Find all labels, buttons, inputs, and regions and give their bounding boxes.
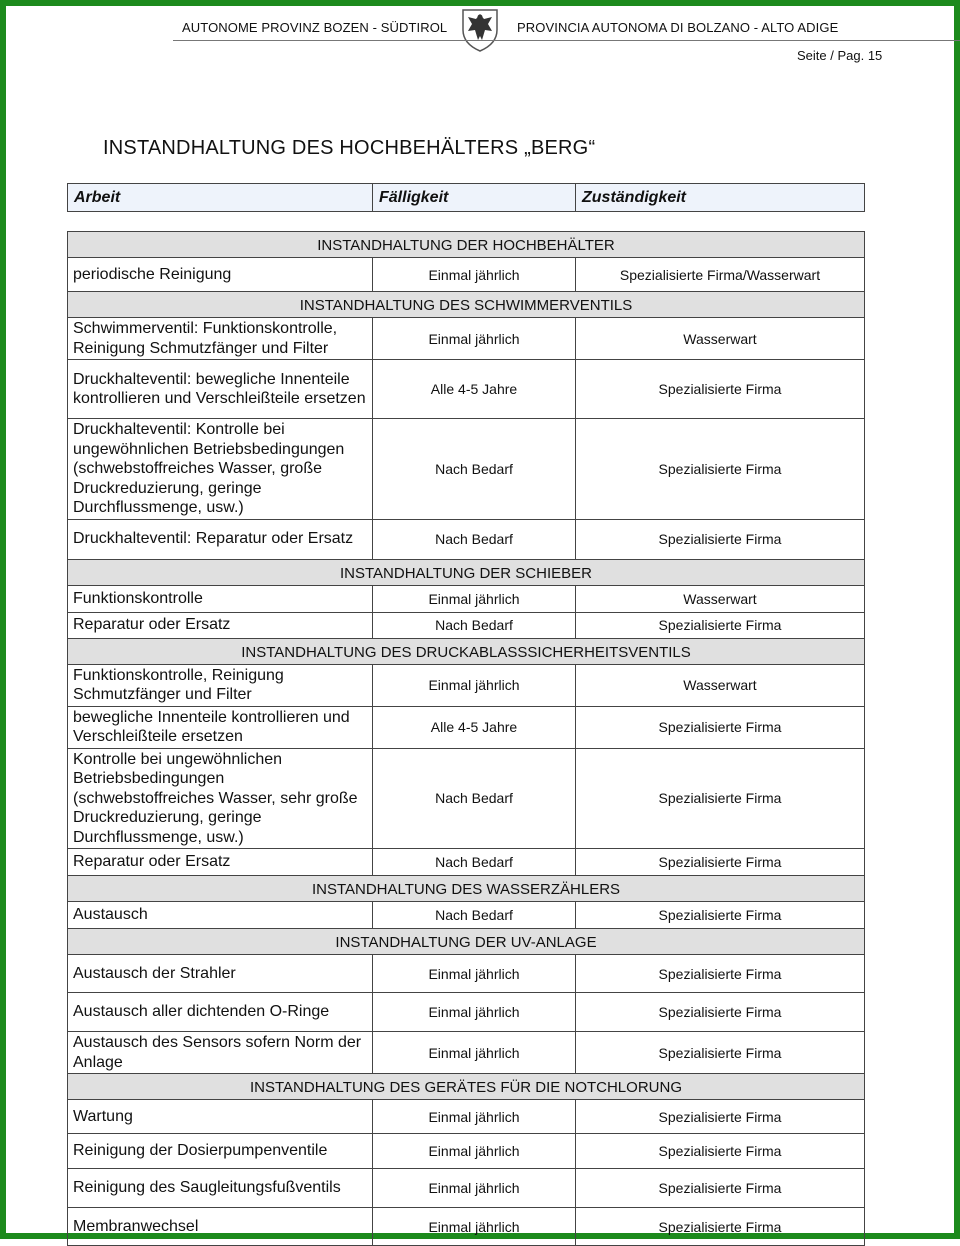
section-header-row — [68, 876, 865, 902]
cell-faelligkeit: Alle 4-5 Jahre — [373, 706, 576, 748]
cell-faelligkeit: Einmal jährlich — [373, 318, 576, 360]
header-right-text: PROVINCIA AUTONOMA DI BOLZANO - ALTO ADIGE — [517, 20, 839, 35]
maintenance-table — [67, 231, 865, 1246]
page-number: Seite / Pag. 15 — [797, 48, 883, 63]
section-title: INSTANDHALTUNG DER HOCHBEHÄLTER — [68, 232, 865, 258]
document-title: INSTANDHALTUNG DES HOCHBEHÄLTERS „BERG“ — [103, 137, 596, 159]
table-row — [68, 1208, 865, 1246]
cell-faelligkeit: Nach Bedarf — [373, 519, 576, 559]
column-header-zustaendigkeit: Zuständigkeit — [576, 184, 865, 212]
column-header-row — [68, 184, 865, 212]
cell-zustaendigkeit: Spezialisierte Firma — [576, 706, 865, 748]
cell-arbeit: Funktionskontrolle — [68, 585, 373, 612]
cell-zustaendigkeit: Spezialisierte Firma — [576, 1134, 865, 1169]
section-header-row — [68, 559, 865, 585]
section-header-row — [68, 292, 865, 318]
table-row — [68, 519, 865, 559]
cell-arbeit: Austausch des Sensors sofern Norm der Anlage — [68, 1032, 373, 1074]
coat-of-arms-icon — [459, 4, 501, 52]
section-header-row — [68, 929, 865, 955]
table-row — [68, 955, 865, 993]
cell-zustaendigkeit: Spezialisierte Firma — [576, 955, 865, 993]
section-title: INSTANDHALTUNG DER UV-ANLAGE — [68, 929, 865, 955]
section-header-row — [68, 638, 865, 664]
table-row — [68, 612, 865, 638]
section-title: INSTANDHALTUNG DES SCHWIMMERVENTILS — [68, 292, 865, 318]
column-header-faelligkeit: Fälligkeit — [373, 184, 576, 212]
cell-zustaendigkeit: Spezialisierte Firma — [576, 993, 865, 1032]
cell-zustaendigkeit: Spezialisierte Firma — [576, 360, 865, 419]
cell-arbeit: Funktionskontrolle, Reinigung Schmutzfänger und Filter — [68, 664, 373, 706]
table-row — [68, 1134, 865, 1169]
cell-arbeit: Austausch — [68, 902, 373, 929]
cell-faelligkeit: Einmal jährlich — [373, 1169, 576, 1208]
cell-arbeit: Druckhalteventil: Kontrolle bei ungewöhnlichen Betriebsbedingungen (schwebstoffreiches Wasser, große Druckreduzierung, geringe Durchflussmenge, usw.) — [68, 419, 373, 520]
table-row — [68, 1169, 865, 1208]
table-row — [68, 1100, 865, 1134]
section-title: INSTANDHALTUNG DER SCHIEBER — [68, 559, 865, 585]
cell-arbeit: Reinigung des Saugleitungsfußventils — [68, 1169, 373, 1208]
section-header-row — [68, 232, 865, 258]
cell-zustaendigkeit: Spezialisierte Firma — [576, 1032, 865, 1074]
cell-zustaendigkeit: Spezialisierte Firma — [576, 1100, 865, 1134]
section-title: INSTANDHALTUNG DES GERÄTES FÜR DIE NOTCHLORUNG — [68, 1074, 865, 1100]
cell-zustaendigkeit: Spezialisierte Firma — [576, 849, 865, 876]
table-row — [68, 902, 865, 929]
cell-faelligkeit: Nach Bedarf — [373, 612, 576, 638]
cell-arbeit: Druckhalteventil: Reparatur oder Ersatz — [68, 519, 373, 559]
table-row — [68, 360, 865, 419]
cell-arbeit: Austausch der Strahler — [68, 955, 373, 993]
cell-zustaendigkeit: Spezialisierte Firma — [576, 1208, 865, 1246]
cell-arbeit: Reparatur oder Ersatz — [68, 612, 373, 638]
cell-arbeit: Schwimmerventil: Funktionskontrolle, Reinigung Schmutzfänger und Filter — [68, 318, 373, 360]
cell-faelligkeit: Einmal jährlich — [373, 955, 576, 993]
cell-zustaendigkeit: Spezialisierte Firma — [576, 1169, 865, 1208]
cell-arbeit: Membranwechsel — [68, 1208, 373, 1246]
column-header-table — [67, 183, 865, 212]
cell-faelligkeit: Nach Bedarf — [373, 849, 576, 876]
header-divider — [173, 40, 960, 41]
cell-arbeit: bewegliche Innenteile kontrollieren und Verschleißteile ersetzen — [68, 706, 373, 748]
table-row — [68, 258, 865, 292]
header-left-text: AUTONOME PROVINZ BOZEN - SÜDTIROL — [182, 20, 448, 35]
section-title: INSTANDHALTUNG DES WASSERZÄHLERS — [68, 876, 865, 902]
cell-faelligkeit: Nach Bedarf — [373, 748, 576, 849]
cell-faelligkeit: Einmal jährlich — [373, 1100, 576, 1134]
table-row — [68, 993, 865, 1032]
cell-zustaendigkeit: Spezialisierte Firma — [576, 748, 865, 849]
cell-faelligkeit: Einmal jährlich — [373, 1134, 576, 1169]
table-row — [68, 706, 865, 748]
table-row — [68, 849, 865, 876]
cell-zustaendigkeit: Spezialisierte Firma — [576, 902, 865, 929]
cell-arbeit: Reinigung der Dosierpumpenventile — [68, 1134, 373, 1169]
table-row — [68, 664, 865, 706]
cell-faelligkeit: Nach Bedarf — [373, 902, 576, 929]
cell-zustaendigkeit: Wasserwart — [576, 318, 865, 360]
table-row — [68, 419, 865, 520]
cell-arbeit: Austausch aller dichtenden O-Ringe — [68, 993, 373, 1032]
section-header-row — [68, 1074, 865, 1100]
cell-faelligkeit: Nach Bedarf — [373, 419, 576, 520]
cell-zustaendigkeit: Spezialisierte Firma — [576, 612, 865, 638]
cell-faelligkeit: Einmal jährlich — [373, 1208, 576, 1246]
section-title: INSTANDHALTUNG DES DRUCKABLASSSICHERHEITSVENTILS — [68, 638, 865, 664]
cell-zustaendigkeit: Wasserwart — [576, 664, 865, 706]
cell-faelligkeit: Einmal jährlich — [373, 1032, 576, 1074]
cell-arbeit: Druckhalteventil: bewegliche Innenteile kontrollieren und Verschleißteile ersetzen — [68, 360, 373, 419]
cell-faelligkeit: Einmal jährlich — [373, 664, 576, 706]
cell-faelligkeit: Alle 4-5 Jahre — [373, 360, 576, 419]
column-header-arbeit: Arbeit — [68, 184, 373, 212]
cell-arbeit: periodische Reinigung — [68, 258, 373, 292]
cell-faelligkeit: Einmal jährlich — [373, 585, 576, 612]
cell-zustaendigkeit: Wasserwart — [576, 585, 865, 612]
table-row — [68, 1032, 865, 1074]
cell-zustaendigkeit: Spezialisierte Firma — [576, 519, 865, 559]
cell-zustaendigkeit: Spezialisierte Firma/Wasserwart — [576, 258, 865, 292]
table-row — [68, 748, 865, 849]
cell-faelligkeit: Einmal jährlich — [373, 993, 576, 1032]
cell-zustaendigkeit: Spezialisierte Firma — [576, 419, 865, 520]
cell-arbeit: Reparatur oder Ersatz — [68, 849, 373, 876]
table-row — [68, 585, 865, 612]
cell-arbeit: Wartung — [68, 1100, 373, 1134]
table-row — [68, 318, 865, 360]
cell-arbeit: Kontrolle bei ungewöhnlichen Betriebsbedingungen (schwebstoffreiches Wasser, sehr große Druckreduzierung, geringe Durchflussmenge, usw.) — [68, 748, 373, 849]
cell-faelligkeit: Einmal jährlich — [373, 258, 576, 292]
